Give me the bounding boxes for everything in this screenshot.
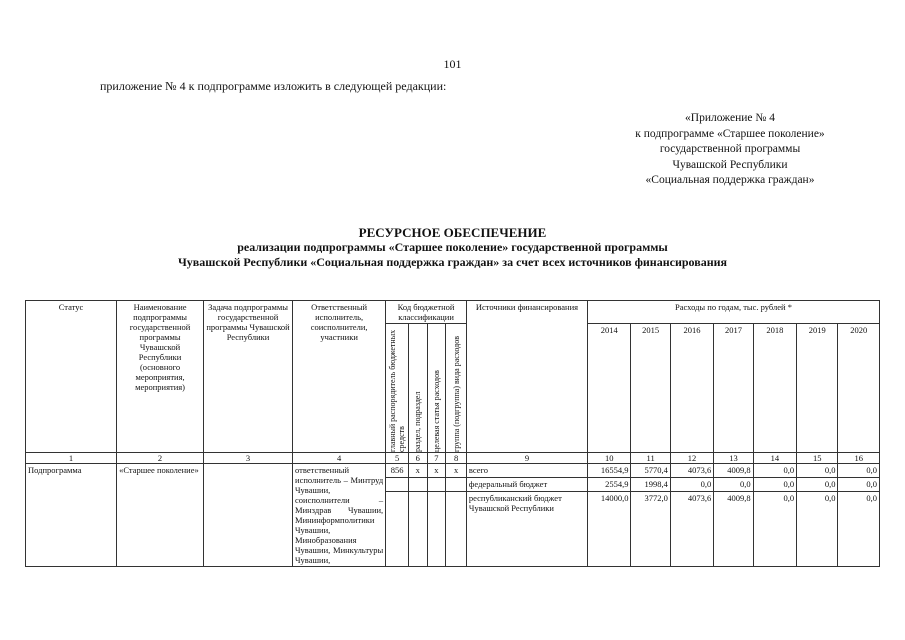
column-number: 13 (714, 453, 753, 464)
appendix-line: к подпрограмме «Старшее поколение» (635, 127, 825, 140)
row-value: 1998,4 (631, 478, 670, 492)
row-code-grbs: 856 (386, 464, 409, 478)
column-number: 9 (466, 453, 587, 464)
row-code-empty (446, 492, 467, 567)
intro-text: приложение № 4 к подпрограмме изложить в следующей редакции: (100, 79, 447, 93)
row-value: 0,0 (838, 478, 880, 492)
header-name: Наименование подпрограммы государственной программы Чувашской Республики (основного мероприятия, мероприятия) (117, 301, 204, 453)
row-code-empty (386, 478, 409, 492)
appendix-line: «Социальная поддержка граждан» (645, 174, 815, 186)
column-number: 6 (408, 453, 427, 464)
row-value: 0,0 (797, 492, 838, 567)
header-year: 2015 (631, 324, 670, 453)
row-task (204, 464, 293, 567)
header-year: 2016 (670, 324, 713, 453)
heading-subtitle-2: Чувашской Республики «Социальная поддержка граждан» за счет всех источников финансирования (177, 255, 728, 269)
column-number: 15 (797, 453, 838, 464)
row-value: 4073,6 (670, 464, 713, 478)
header-year: 2017 (714, 324, 753, 453)
column-number: 8 (446, 453, 467, 464)
column-number-row (26, 453, 880, 464)
column-number: 16 (838, 453, 880, 464)
row-source: федеральный бюджет (466, 478, 587, 492)
row-value: 2554,9 (588, 478, 631, 492)
header-expenses: Расходы по годам, тыс. рублей * (588, 301, 880, 324)
row-value: 0,0 (714, 478, 753, 492)
row-value: 0,0 (753, 464, 796, 478)
column-number: 1 (26, 453, 117, 464)
row-value: 5770,4 (631, 464, 670, 478)
heading-title: РЕСУРСНОЕ ОБЕСПЕЧЕНИЕ (358, 225, 547, 240)
row-value: 4009,8 (714, 492, 753, 567)
page-number: 101 (443, 57, 462, 71)
row-value: 4009,8 (714, 464, 753, 478)
row-code-section: x (408, 464, 427, 478)
row-name: «Старшее поколение» (117, 464, 204, 567)
column-number: 3 (204, 453, 293, 464)
row-code-empty (427, 492, 446, 567)
row-value: 4073,6 (670, 492, 713, 567)
header-budget-code: Код бюджетной классификации (386, 301, 467, 324)
row-code-empty (408, 478, 427, 492)
row-value: 0,0 (753, 478, 796, 492)
header-task: Задача подпрограммы государственной программы Чувашской Республики (204, 301, 293, 453)
header-year: 2019 (797, 324, 838, 453)
row-status: Подпрограмма (26, 464, 117, 567)
row-value: 0,0 (838, 464, 880, 478)
row-code-empty (386, 492, 409, 567)
row-value: 16554,9 (588, 464, 631, 478)
row-code-target: x (427, 464, 446, 478)
header-year: 2020 (838, 324, 880, 453)
row-value: 0,0 (670, 478, 713, 492)
column-number: 7 (427, 453, 446, 464)
header-year: 2014 (588, 324, 631, 453)
header-row (26, 301, 880, 324)
header-code-section (408, 324, 427, 453)
row-value: 0,0 (838, 492, 880, 567)
document-heading (0, 225, 905, 270)
table-row (26, 464, 880, 478)
row-value: 3772,0 (631, 492, 670, 567)
header-year: 2018 (753, 324, 796, 453)
row-source: всего (466, 464, 587, 478)
header-code-target-text: целевая статья расходов (431, 370, 441, 452)
row-code-empty (408, 492, 427, 567)
appendix-caption (600, 111, 860, 189)
header-executor: Ответственный исполнитель, соисполнители, участники (293, 301, 386, 453)
row-code-group: x (446, 464, 467, 478)
header-code-group-text: группа (подгруппа) вида расходов (451, 335, 461, 452)
row-value: 0,0 (797, 464, 838, 478)
header-code-group (446, 324, 467, 453)
row-value: 0,0 (797, 478, 838, 492)
header-code-section-text: раздел, подраздел (413, 391, 423, 452)
column-number: 14 (753, 453, 796, 464)
row-source: республиканский бюджет Чувашской Республики (466, 492, 587, 567)
header-sources: Источники финансирования (466, 301, 587, 453)
row-code-empty (427, 478, 446, 492)
appendix-line: государственной программы (659, 143, 801, 155)
column-number: 10 (588, 453, 631, 464)
resource-table (25, 300, 880, 567)
header-code-target (427, 324, 446, 453)
column-number: 5 (386, 453, 409, 464)
column-number: 11 (631, 453, 670, 464)
column-number: 4 (293, 453, 386, 464)
header-code-grbs-text: главный распорядитель бюджетных средств (388, 329, 407, 452)
column-number: 12 (670, 453, 713, 464)
row-executor: ответственный исполнитель – Минтруд Чувашии, соисполнители – Минздрав Чувашии, Мининформполитики Чувашии, Минобразования Чувашии, Минкультуры Чувашии, (293, 464, 386, 567)
row-value: 0,0 (753, 492, 796, 567)
header-status: Статус (26, 301, 117, 453)
row-value: 14000,0 (588, 492, 631, 567)
appendix-line: «Приложение № 4 (685, 112, 775, 124)
header-code-grbs (386, 324, 409, 453)
row-code-empty (446, 478, 467, 492)
appendix-line: Чувашской Республики (672, 158, 788, 171)
heading-subtitle-1: реализации подпрограммы «Старшее поколение» государственной программы (237, 240, 668, 254)
column-number: 2 (117, 453, 204, 464)
